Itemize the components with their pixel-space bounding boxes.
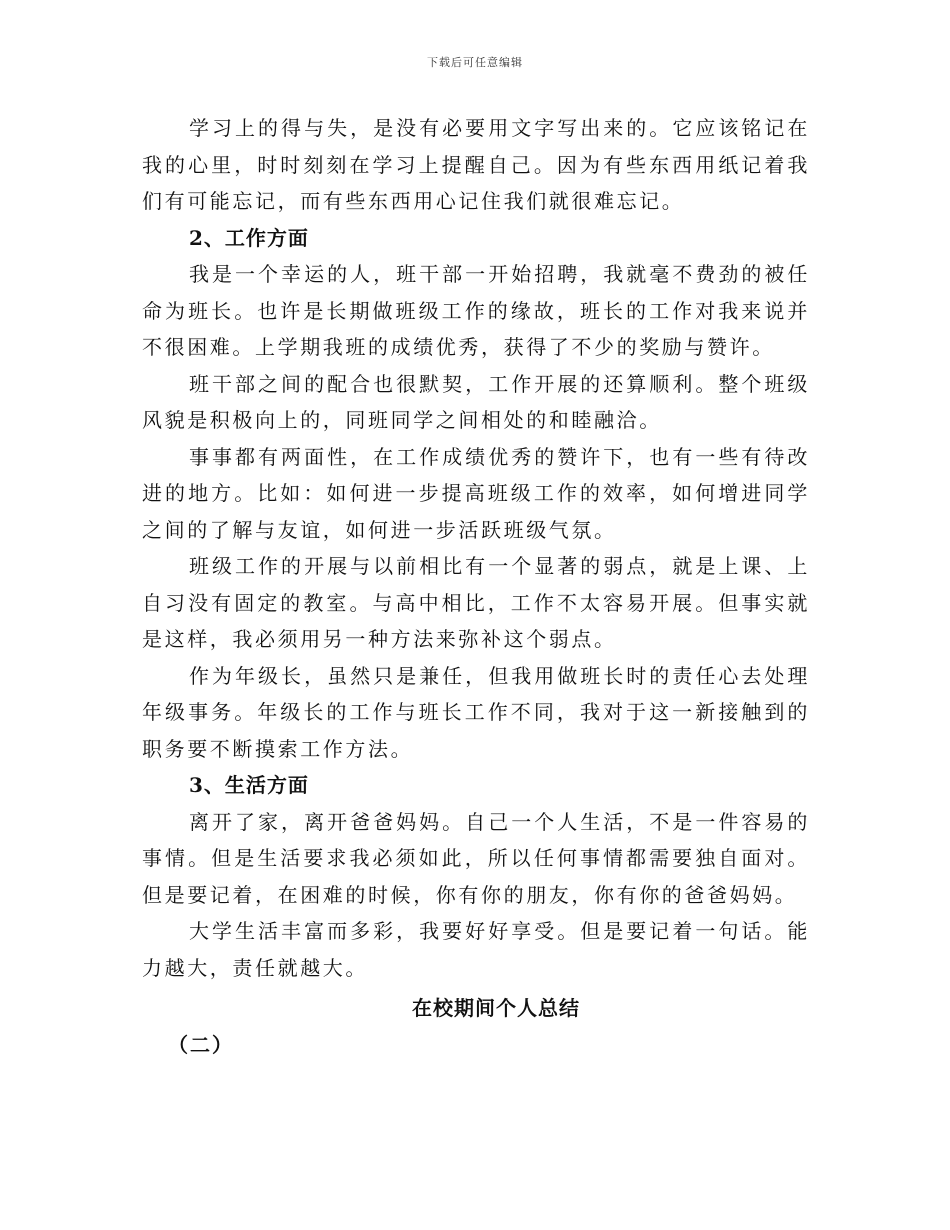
paragraph-cooperation: 班干部之间的配合也很默契，工作开展的还算顺利。整个班级风貌是积极向上的，同班同学之间相处的和睦融洽。 — [142, 371, 810, 432]
section-subtitle: （二） — [168, 1032, 234, 1057]
paragraph-college-life: 大学生活丰富而多彩，我要好好享受。但是要记着一句话。能力越大，责任就越大。 — [142, 919, 810, 980]
paragraph-grade-leader: 作为年级长，虽然只是兼任，但我用做班长时的责任心去处理年级事务。年级长的工作与班长工作不同，我对于这一新接触到的职务要不断摸索工作方法。 — [142, 663, 810, 761]
paragraph-improvements: 事事都有两面性，在工作成绩优秀的赞许下，也有一些有待改进的地方。比如：如何进一步提高班级工作的效率，如何增进同学之间的了解与友谊，如何进一步活跃班级气氛。 — [142, 444, 810, 542]
page-header: 下载后可任意编辑 — [427, 56, 523, 69]
paragraph-study-reflection: 学习上的得与失，是没有必要用文字写出来的。它应该铭记在我的心里，时时刻刻在学习上提醒自己。因为有些东西用纸记着我们有可能忘记，而有些东西用心记住我们就很难忘记。 — [142, 116, 810, 213]
document-body — [142, 110, 810, 1063]
paragraph-leaving-home: 离开了家，离开爸爸妈妈。自己一个人生活，不是一件容易的事情。但是生活要求我必须如此，所以任何事情都需要独自面对。但是要记着，在困难的时候，你有你的朋友，你有你的爸爸妈妈。 — [142, 809, 810, 907]
heading-work: 2、工作方面 — [189, 225, 309, 250]
section-title: 在校期间个人总结 — [412, 996, 580, 1020]
paragraph-class-monitor: 我是一个幸运的人，班干部一开始招聘，我就毫不费劲的被任命为班长。也许是长期做班级工作的缘故，班长的工作对我来说并不很困难。上学期我班的成绩优秀，获得了不少的奖励与赞许。 — [142, 262, 810, 359]
heading-life: 3、生活方面 — [189, 773, 309, 797]
paragraph-classroom-weakness: 班级工作的开展与以前相比有一个显著的弱点，就是上课、上自习没有固定的教室。与高中相比，工作不太容易开展。但事实就是这样，我必须用另一种方法来弥补这个弱点。 — [142, 554, 810, 651]
